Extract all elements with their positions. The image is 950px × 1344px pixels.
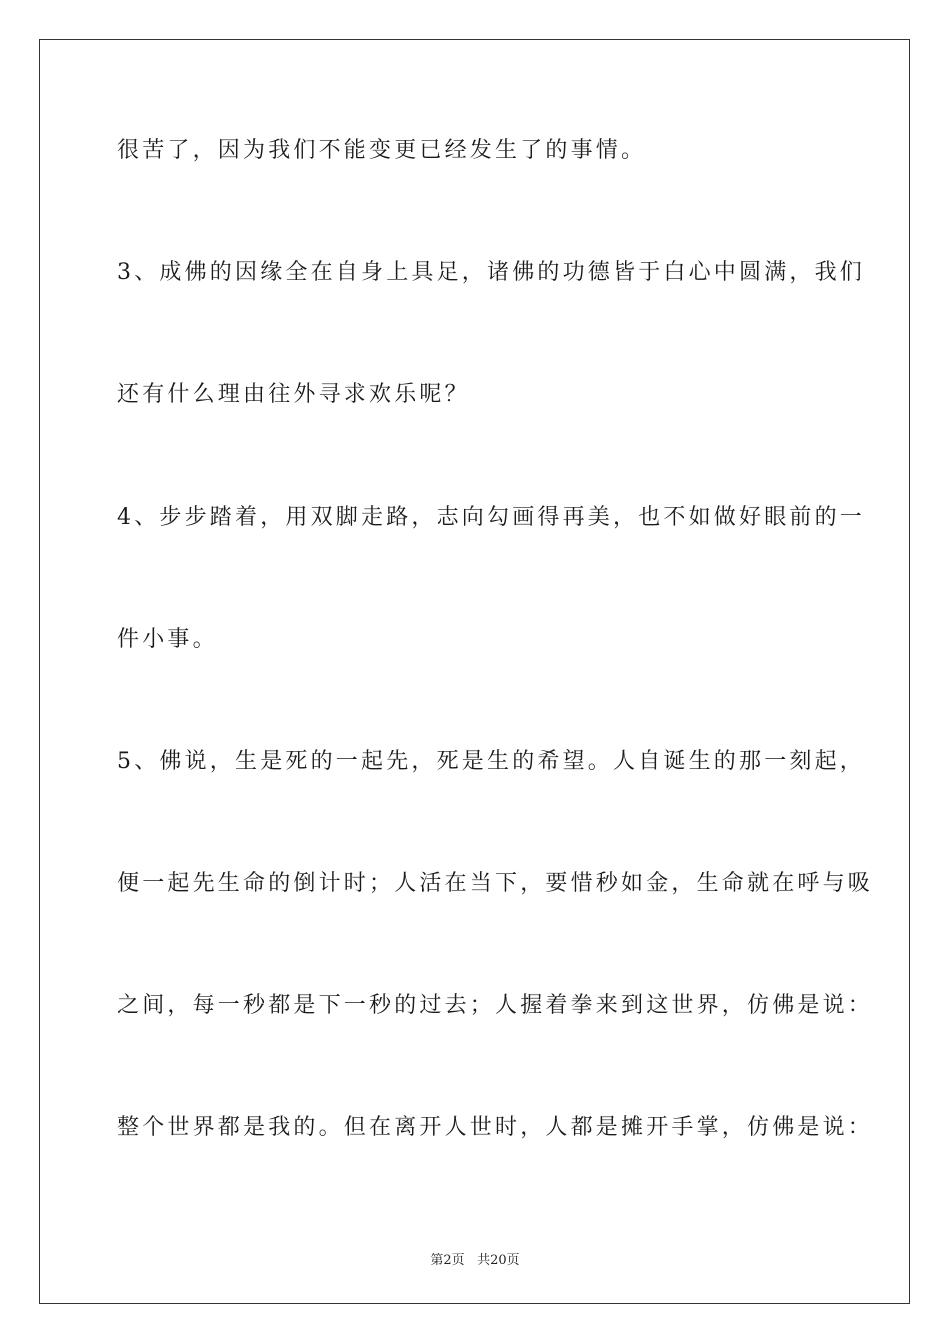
page-number: 第2页: [430, 1253, 465, 1268]
text-line: 便一起先生命的倒计时；人活在当下，要惜秒如金，生命就在呼与吸: [117, 871, 874, 896]
text-line: 3、成佛的因缘全在自身上具足，诸佛的功德皆于白心中圆满，我们: [117, 260, 865, 285]
text-line: 5、佛说，生是死的一起先，死是生的希望。人自诞生的那一刻起，: [117, 749, 865, 774]
text-line: 很苦了，因为我们不能变更已经发生了的事情。: [117, 138, 647, 163]
page-footer: [0, 1249, 950, 1268]
text-line: 整个世界都是我的。但在离开人世时，人都是摊开手掌，仿佛是说：: [117, 1115, 874, 1140]
text-line: 件小事。: [117, 627, 218, 652]
text-line: 之间，每一秒都是下一秒的过去；人握着拳来到这世界，仿佛是说：: [117, 993, 874, 1018]
text-line: 还有什么理由往外寻求欢乐呢？: [117, 382, 470, 407]
page-total: 共20页: [477, 1253, 520, 1268]
text-line: 4、步步踏着，用双脚走路，志向勾画得再美，也不如做好眼前的一: [117, 505, 865, 530]
